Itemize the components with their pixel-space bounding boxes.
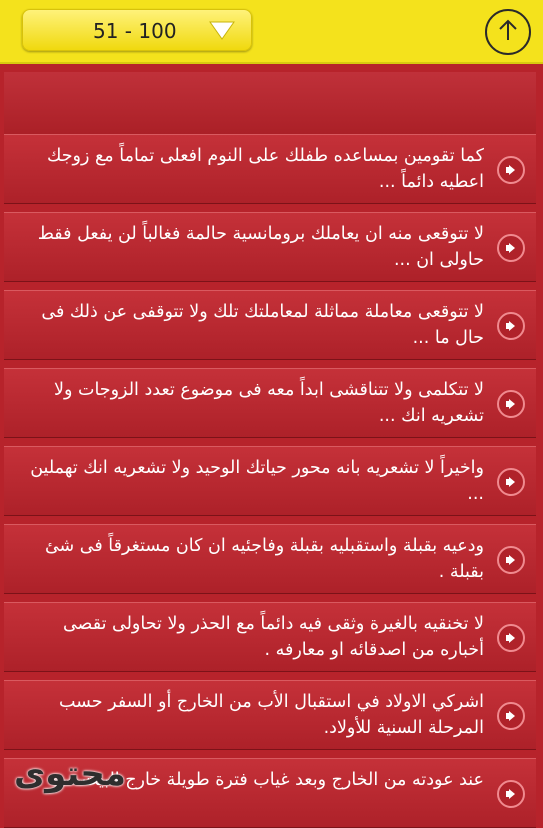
tips-list [4,72,536,800]
list-item-text: ودعيه بقبلة واستقبليه بقبلة وفاجئيه ان كان مستغرقاً فى شئ بقبلة . [44,536,484,582]
list-item-text: لا تتوقعى منه ان يعاملك برومانسية حالمة فغالباً لن يفعل فقط حاولى ان ... [37,224,484,270]
list-item-text: عند عودته من الخارج وبعد غياب فترة طويلة خارج البيت [81,770,484,790]
bullet-icon [496,545,526,575]
list-item-text: لا تخنقيه بالغيرة وثقى فيه دائماً مع الحذر ولا تحاولى تقصى أخباره من اصدقائه او معارفه . [62,614,484,660]
list-item[interactable] [4,524,536,594]
list-item[interactable] [4,368,536,438]
bullet-icon [496,467,526,497]
bullet-icon [496,623,526,653]
range-select-label: 51 - 100 [93,19,177,43]
range-select[interactable] [22,9,252,51]
list-header-band [4,72,536,135]
list-item[interactable] [4,680,536,750]
watermark-logo-text: محتوى [14,754,126,794]
list-item[interactable] [4,602,536,672]
top-bar [0,0,543,64]
list-item[interactable] [4,212,536,282]
list-item-text: لا تتكلمى ولا تتناقشى ابداً معه فى موضوع تعدد الزوجات ولا تشعريه انك ... [53,380,484,426]
list-item[interactable] [4,446,536,516]
bullet-icon [496,389,526,419]
bullet-icon [496,779,526,809]
bullet-icon [496,155,526,185]
bullet-icon [496,311,526,341]
arrow-up-icon [498,18,518,46]
list-item-text: كما تقومين بمساعده طفلك على النوم افعلى تماماً مع زوجك اعطيه دائماً ... [46,146,484,192]
list-item-text: واخيراً لا تشعريه بانه محور حياتك الوحيد ولا تشعريه انك تهملين ... [30,458,484,504]
bullet-icon [496,701,526,731]
scroll-up-button[interactable] [485,9,531,55]
list-item[interactable] [4,134,536,204]
list-item-text: اشركي الاولاد في استقبال الأب من الخارج أو السفر حسب المرحلة السنية للأولاد. [59,692,484,738]
bullet-icon [496,233,526,263]
list-item-text: لا تتوقعى معاملة مماثلة لمعاملتك تلك ولا تتوقفى عن ذلك فى حال ما ... [41,302,484,348]
triangle-down-icon [209,20,235,44]
list-item[interactable] [4,290,536,360]
watermark-logo [6,748,126,798]
